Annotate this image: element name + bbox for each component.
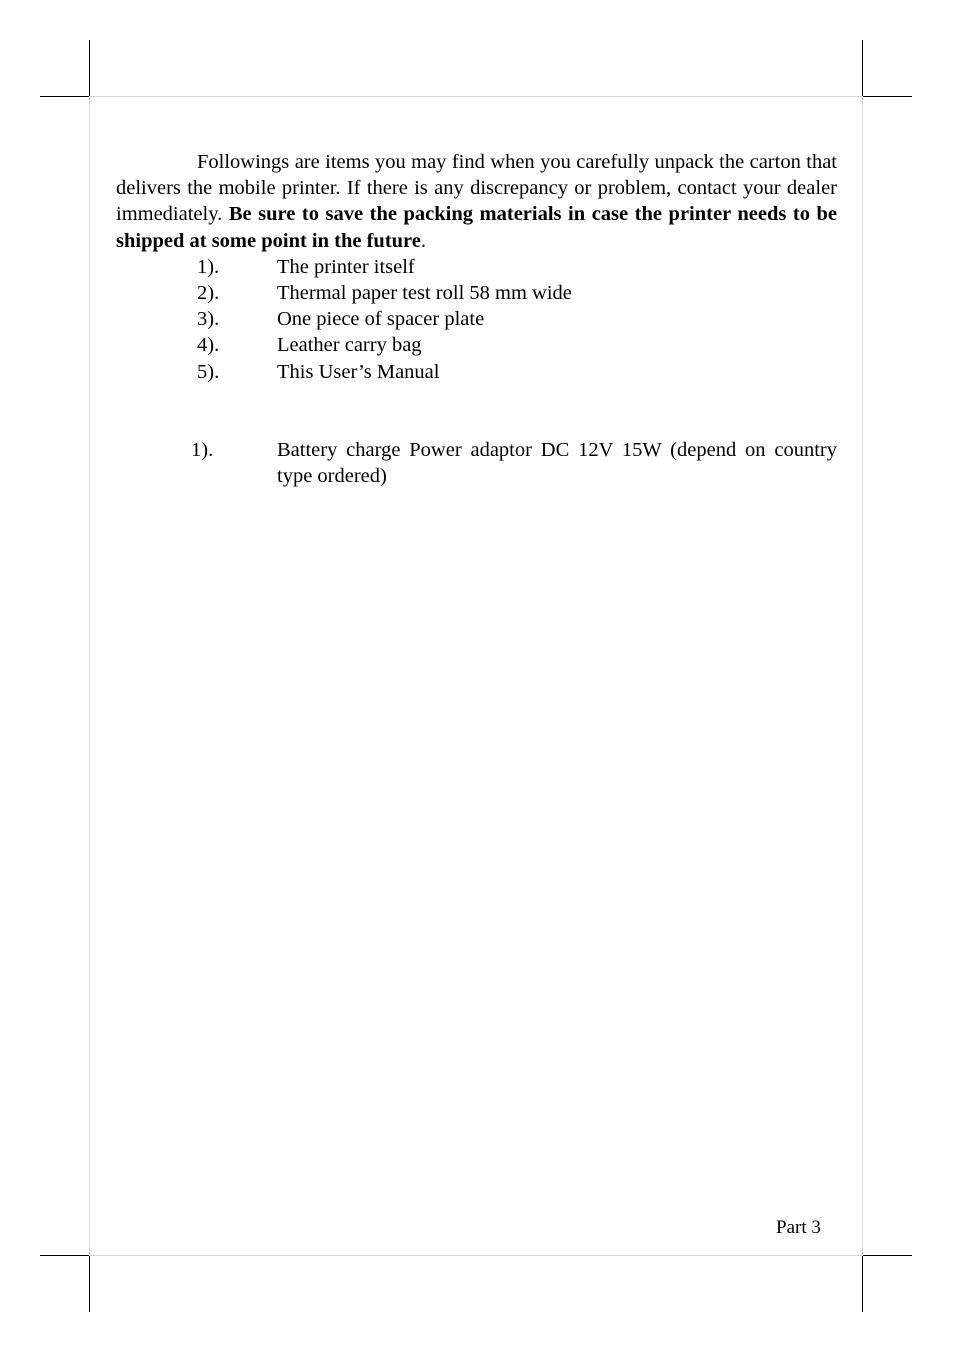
list-item	[116, 254, 837, 280]
list-item-text: One piece of spacer plate	[277, 308, 485, 331]
trim-line-right	[862, 96, 863, 1256]
list-item	[116, 280, 837, 306]
package-items-list	[116, 254, 837, 385]
crop-mark-top-right-horizontal	[863, 96, 912, 97]
list-item-number: 1).	[191, 438, 214, 461]
crop-mark-bottom-right-vertical	[862, 1256, 863, 1312]
list-item-text: Leather carry bag	[277, 334, 422, 357]
list-item-text: The printer itself	[277, 255, 415, 278]
intro-paragraph	[116, 149, 837, 254]
page-footer: Part 3	[776, 1217, 821, 1238]
trim-line-top	[89, 96, 863, 97]
list-item-number: 4).	[197, 334, 220, 357]
crop-mark-bottom-left-vertical	[89, 1256, 90, 1312]
intro-bold-warning: Be sure to save the packing materials in case the printer needs to be shipped at some point in the future	[116, 203, 837, 252]
list-item-text: Thermal paper test roll 58 mm wide	[277, 282, 572, 305]
list-item	[116, 332, 837, 358]
intro-end: .	[420, 229, 427, 252]
list-item-number: 3).	[197, 308, 220, 331]
list-item	[116, 437, 837, 489]
intro-text: Followings are items you may find when you carefully unpack the carton that delivers the mobile printer. If there is any discrepancy or problem, contact your dealer immediately.	[116, 151, 837, 226]
list-item-text: This User’s Manual	[277, 360, 440, 383]
crop-mark-bottom-right-horizontal	[863, 1255, 912, 1256]
list-item	[116, 306, 837, 332]
list-item-number: 1).	[197, 255, 220, 278]
crop-mark-top-left-vertical	[89, 40, 90, 96]
page-content	[116, 149, 837, 489]
crop-mark-top-left-horizontal	[40, 96, 89, 97]
trim-line-left	[89, 96, 90, 1256]
crop-mark-top-right-vertical	[862, 40, 863, 96]
crop-mark-bottom-left-horizontal	[40, 1255, 89, 1256]
list-item-number: 2).	[197, 282, 220, 305]
optional-items-list	[116, 437, 837, 489]
trim-line-bottom	[89, 1255, 863, 1256]
list-item	[116, 359, 837, 385]
list-item-number: 5).	[197, 360, 220, 383]
list-item-text: Battery charge Power adaptor DC 12V 15W (depend on country type ordered)	[277, 438, 837, 488]
